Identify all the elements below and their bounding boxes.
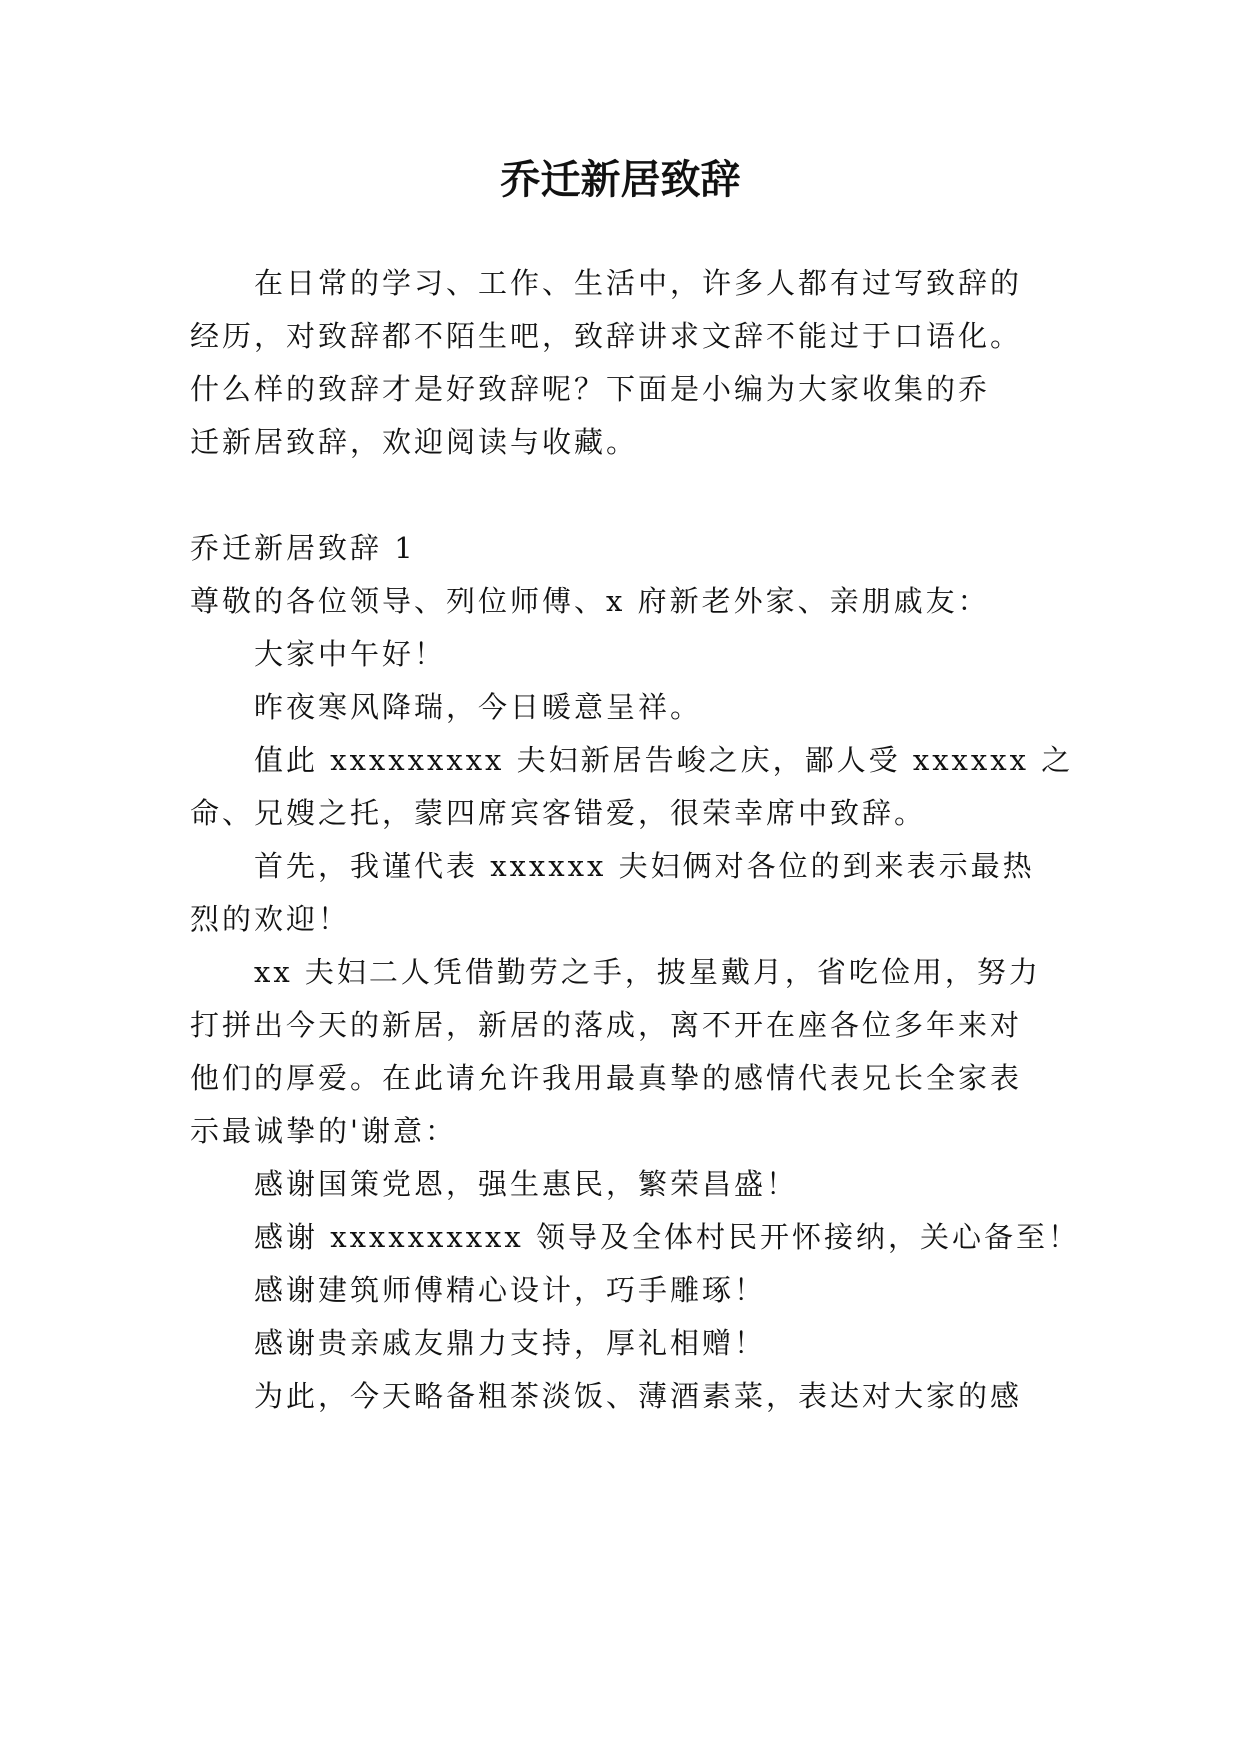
body-line: 昨夜寒风降瑞，今日暖意呈祥。 xyxy=(254,690,703,724)
body-line: 感谢 xxxxxxxxxx 领导及全体村民开怀接纳，关心备至！ xyxy=(254,1220,1080,1254)
body-line: 命、兄嫂之托，蒙四席宾客错爱，很荣幸席中致辞。 xyxy=(190,796,927,830)
body-line: 感谢国策党恩，强生惠民，繁荣昌盛！ xyxy=(254,1167,799,1201)
body-line: 为此，今天略备粗茶淡饭、薄酒素菜，表达对大家的感 xyxy=(254,1379,1023,1413)
intro-line: 经历，对致辞都不陌生吧，致辞讲求文辞不能过于口语化。 xyxy=(190,319,1023,353)
body-line: 他们的厚爱。在此请允许我用最真挚的感情代表兄长全家表 xyxy=(190,1061,1023,1095)
intro-line: 在日常的学习、工作、生活中，许多人都有过写致辞的 xyxy=(254,266,1023,300)
body-line: xx 夫妇二人凭借勤劳之手，披星戴月，省吃俭用，努力 xyxy=(254,955,1041,989)
section-heading: 乔迁新居致辞 1 xyxy=(190,531,416,565)
intro-line: 迁新居致辞，欢迎阅读与收藏。 xyxy=(190,425,639,459)
body-line: 烈的欢迎！ xyxy=(190,902,351,936)
body-line: 大家中午好！ xyxy=(254,637,447,671)
body-line: 感谢建筑师傅精心设计，巧手雕琢！ xyxy=(254,1273,767,1307)
body-line: 感谢贵亲戚友鼎力支持，厚礼相赠！ xyxy=(254,1326,767,1360)
body-line: 示最诚挚的'谢意： xyxy=(190,1114,457,1148)
intro-line: 什么样的致辞才是好致辞呢？下面是小编为大家收集的乔 xyxy=(190,372,991,406)
salutation: 尊敬的各位领导、列位师傅、x 府新老外家、亲朋戚友： xyxy=(190,584,990,618)
document-title: 乔迁新居致辞 xyxy=(500,157,741,203)
body-line: 打拼出今天的新居，新居的落成，离不开在座各位多年来对 xyxy=(190,1008,1023,1042)
body-line: 值此 xxxxxxxxx 夫妇新居告峻之庆，鄙人受 xxxxxx 之 xyxy=(254,743,1074,777)
body-line: 首先，我谨代表 xxxxxx 夫妇俩对各位的到来表示最热 xyxy=(254,849,1035,883)
